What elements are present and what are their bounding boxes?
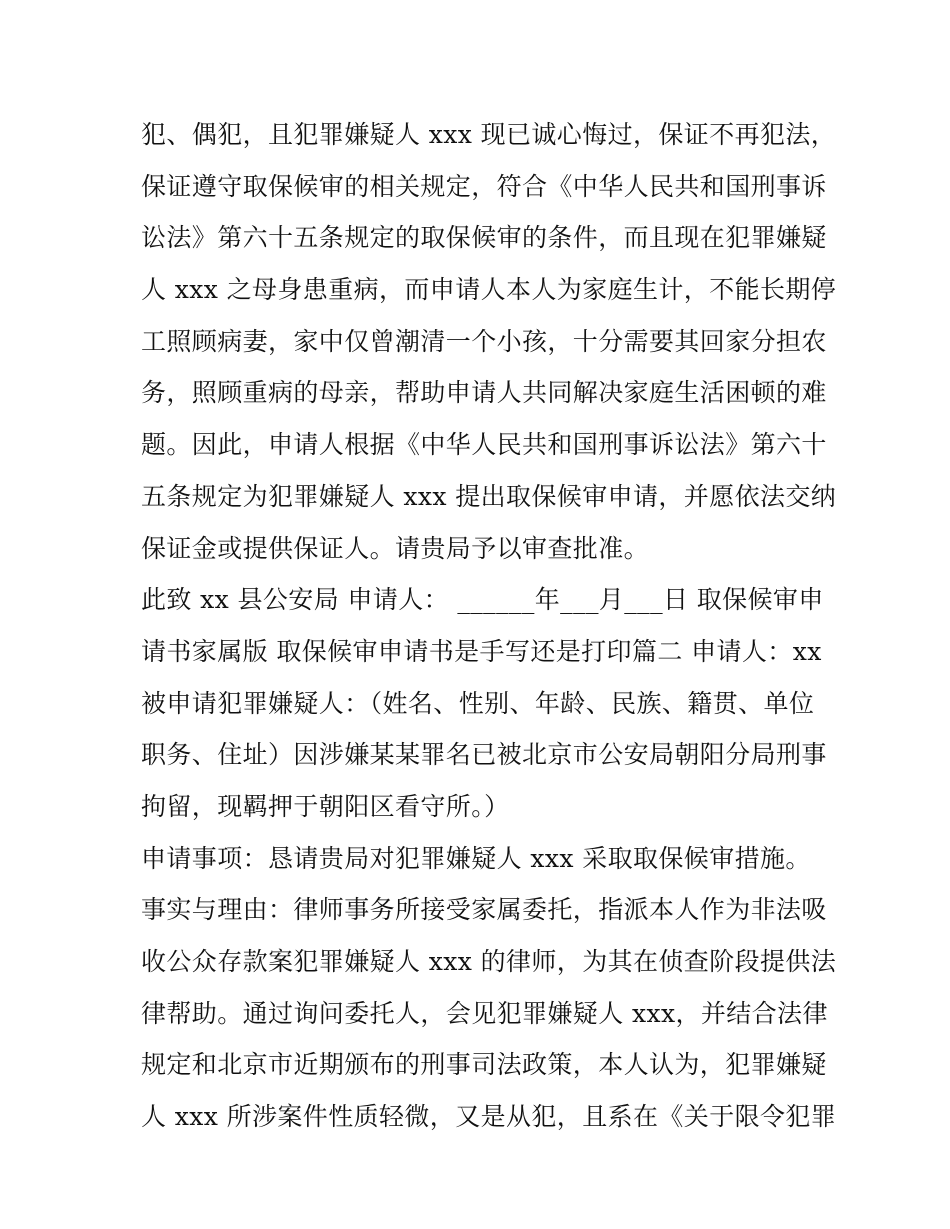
text-line-2: 保证遵守取保候审的相关规定，符合《中华人民共和国刑事诉 <box>141 171 827 201</box>
text-line-3: 讼法》第六十五条规定的取保候审的条件，而且现在犯罪嫌疑 <box>141 223 827 253</box>
text-line-19: 规定和北京市近期颁布的刑事司法政策，本人认为，犯罪嫌疑 <box>141 1050 827 1080</box>
text-line-15: 申请事项：恳请贵局对犯罪嫌疑人 xxx 采取取保候审措施。 <box>141 843 811 873</box>
text-line-1: 犯、偶犯，且犯罪嫌疑人 xxx 现已诚心悔过，保证不再犯法， <box>141 120 837 149</box>
document-body <box>141 109 837 1143</box>
text-line-8: 五条规定为犯罪嫌疑人 xxx 提出取保候审申请，并愿依法交纳 <box>141 481 837 511</box>
text-line-10: 此致 xx 县公安局 申请人： ______年___月___日 取保候审申 <box>141 585 824 615</box>
text-line-14: 拘留，现羁押于朝阳区看守所。） <box>141 791 510 821</box>
text-line-13: 职务、住址）因涉嫌某某罪名已被北京市公安局朝阳分局刑事 <box>141 740 827 770</box>
text-line-9: 保证金或提供保证人。请贵局予以审查批准。 <box>141 533 650 563</box>
text-line-5: 工照顾病妻，家中仅曾潮清一个小孩，十分需要其回家分担农 <box>141 326 827 356</box>
text-line-17: 收公众存款案犯罪嫌疑人 xxx 的律师，为其在侦查阶段提供法 <box>141 947 837 976</box>
text-line-18: 律帮助。通过询问委托人，会见犯罪嫌疑人 xxx，并结合法律 <box>141 998 828 1028</box>
text-line-12: 被申请犯罪嫌疑人：（姓名、性别、年龄、民族、籍贯、单位 <box>141 688 815 718</box>
text-line-6: 务，照顾重病的母亲，帮助申请人共同解决家庭生活困顿的难 <box>141 378 827 408</box>
text-line-11: 请书家属版 取保候审申请书是手写还是打印篇二 申请人：xx <box>141 636 822 666</box>
text-line-20: 人 xxx 所涉案件性质轻微，又是从犯，且系在《关于限令犯罪 <box>141 1102 837 1132</box>
text-line-7: 题。因此，申请人根据《中华人民共和国刑事诉讼法》第六十 <box>141 430 827 460</box>
text-line-4: 人 xxx 之母身患重病，而申请人本人为家庭生计，不能长期停 <box>141 275 837 305</box>
text-line-16: 事实与理由：律师事务所接受家属委托，指派本人作为非法吸 <box>141 895 827 925</box>
